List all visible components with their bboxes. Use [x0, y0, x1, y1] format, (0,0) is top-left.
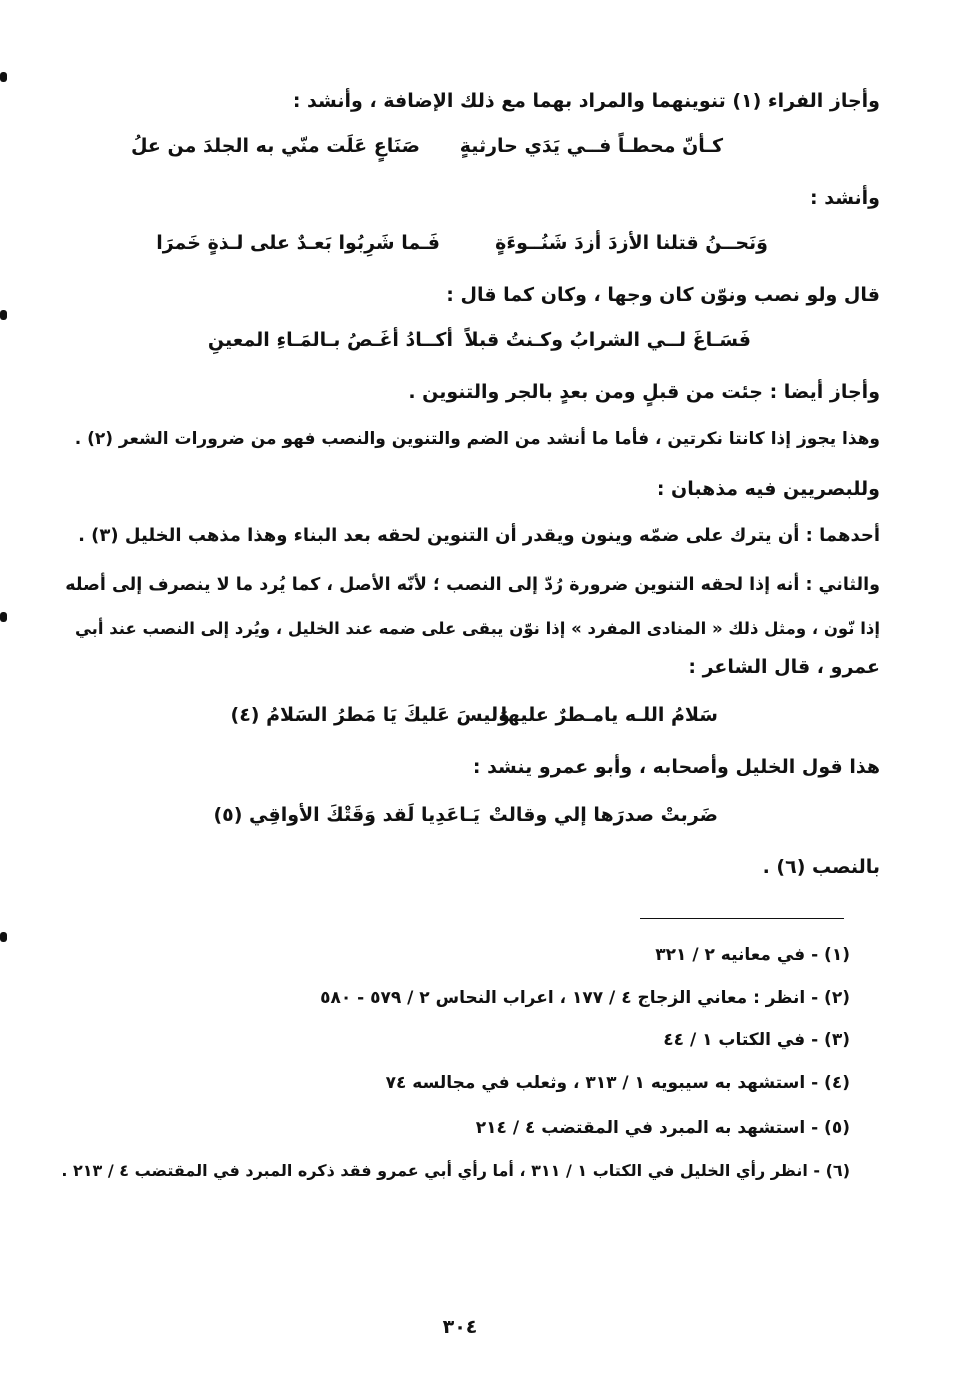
body-paragraph: هذا قول الخليل وأصحابه ، وأبو عمرو ينشد :: [472, 756, 880, 778]
body-paragraph: عمرو ، قال الشاعر :: [688, 656, 880, 678]
verse-second-hemistich: صَنَاعٍ عَلَت منّي به الجلدَ من علُ: [130, 135, 420, 157]
poetry-verse: [0, 700, 958, 730]
footnote: (٦) - انظر رأي الخليل في الكتاب ١ / ٣١١ ، أما رأي أبي عمرو فقد ذكره المبرد في المقتضب ٤ / ٢١٣ .: [61, 1161, 850, 1180]
verse-second-hemistich: يَـاعَدِيا لَقد وَقَتْكَ الأواقِي (٥): [213, 804, 480, 826]
scan-mark: [0, 310, 7, 320]
body-paragraph: والثاني : أنه إذا لحقه التنوين ضرورة رُدّ إلى النصب ؛ لأنّه الأصل ، كما يُرد ما لا ينصرف إلى أصله: [65, 575, 880, 595]
footnote: (٣) - في الكتاب ١ / ٤٤: [663, 1030, 850, 1050]
body-paragraph: وهذا يجوز إذا كانتا نكرتين ، فأما ما أنشد من الضم والتنوين والنصب فهو من ضرورات الشعر (٢) .: [74, 429, 880, 449]
footnote-separator: [640, 918, 844, 919]
body-paragraph: أحدهما : أن يترك على ضمّه وينون ويقدر أن التنوين لحقه بعد البناء وهذا مذهب الخليل (٣) .: [78, 525, 880, 546]
scan-mark: [0, 612, 7, 622]
footnote: (٤) - استشهد به سيبويه ١ / ٣١٣ ، وثعلب في مجالسه ٧٤: [385, 1073, 850, 1093]
body-paragraph: وأنشد :: [810, 187, 880, 209]
body-paragraph: وأجاز الفراء (١) تنوينهما والمراد بهما مع ذلك الإضافة ، وأنشد :: [292, 90, 880, 112]
body-paragraph: بالنصب (٦) .: [762, 856, 880, 878]
verse-first-hemistich: فَسَـاغَ لــي الشرابُ وكـنتُ قبلاً: [464, 329, 751, 351]
poetry-verse: [0, 228, 958, 258]
footnote: (٢) - انظر : معاني الزجاج ٤ / ١٧٧ ، اعراب النحاس ٢ / ٥٧٩ - ٥٨٠: [320, 988, 850, 1008]
body-paragraph: إذا نّون ، ومثل ذلك « المنادى المفرد » إذا نوّن يبقى على ضمه عند الخليل ، ويُرد إلى النصب عند أبي: [74, 619, 880, 638]
scan-mark: [0, 72, 7, 82]
poetry-verse: [0, 800, 958, 830]
verse-first-hemistich: ضَربتْ صدرَها إلي وقالتْ: [488, 804, 718, 826]
verse-first-hemistich: كـأنّ محطـاً فــي يَدَي حارثيةٍ: [459, 135, 723, 157]
verse-second-hemistich: أكــادُ أغَـصُ بـالمَـاءِ المعينِ: [207, 329, 453, 351]
poetry-verse: [0, 131, 958, 161]
body-paragraph: وأجاز أيضا : جئت من قبلٍ ومن بعدٍ بالجر والتنوين .: [408, 381, 880, 403]
verse-first-hemistich: سَلامُ اللـه يامـطرٌ عليها: [500, 704, 718, 726]
poetry-verse: [0, 325, 958, 355]
page-number: ٣٠٤: [442, 1316, 478, 1338]
body-paragraph: وللبصريين فيه مذهبان :: [656, 478, 880, 500]
scan-mark: [0, 932, 7, 942]
footnote: (١) - في معانيه ٢ / ٣٢١: [655, 945, 850, 965]
footnote: (٥) - استشهد به المبرد في المقتضب ٤ / ٢١٤: [475, 1118, 850, 1138]
verse-first-hemistich: وَنَحــنُ قتلنا الأزدَ أزدَ شَنُــوءَةٍ: [495, 232, 768, 254]
verse-second-hemistich: وَليسَ عَليكَ يَا مَطرُ السَلامُ (٤): [230, 704, 510, 726]
verse-second-hemistich: فَـما شَرِبُوا بَعـدٌ على لـذةٍ خَمرَا: [156, 232, 440, 254]
body-paragraph: قال ولو نصب ونوّن كان وجها ، وكان كما قال :: [446, 284, 880, 306]
